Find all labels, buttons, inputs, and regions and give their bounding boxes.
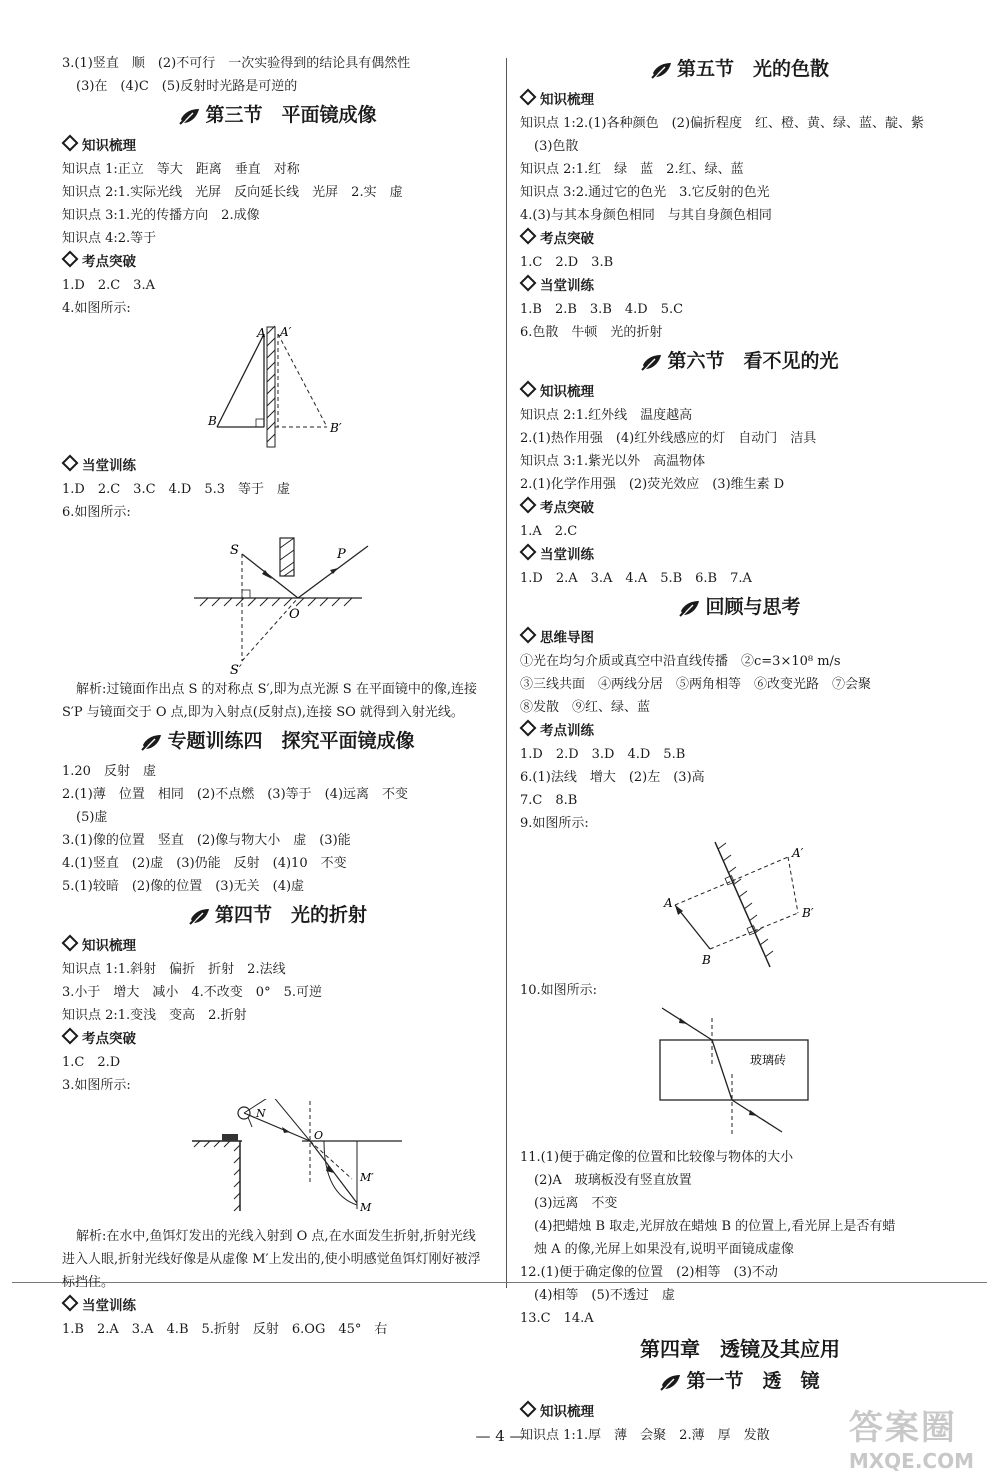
left-column — [62, 52, 494, 1341]
subheading-text: 考点突破 — [82, 1031, 136, 1047]
diamond-icon — [520, 228, 537, 245]
subheading — [62, 1027, 494, 1051]
answer-line: 知识点 3:2.通过它的色光 3.它反射的色光 — [520, 185, 770, 200]
diamond-icon — [62, 455, 79, 472]
answer-line: 11.(1)便于确定像的位置和比较像与物体的大小 — [520, 1150, 794, 1165]
watermark — [849, 1400, 974, 1473]
subheading-text: 当堂训练 — [540, 278, 594, 294]
subheading — [520, 496, 960, 520]
label-m: M — [360, 1201, 372, 1214]
subheading — [520, 88, 960, 112]
answer-line: (4)相等 (5)不透过 虚 — [534, 1288, 675, 1303]
diamond-icon — [62, 1028, 79, 1045]
answer-line: 1.A 2.C — [520, 524, 578, 539]
answer-line: 知识点 2:1.实际光线 光屏 反向延长线 光屏 2.实 虚 — [62, 185, 403, 200]
section-title — [62, 726, 494, 756]
chapter-title: 第四章 透镜及其应用 — [640, 1337, 840, 1361]
subheading — [62, 1294, 494, 1318]
diamond-icon — [520, 627, 537, 644]
answer-line: 知识点 1:1.厚 薄 会聚 2.薄 厚 发散 — [520, 1428, 770, 1443]
label-a-prime: A′ — [280, 325, 292, 339]
subheading — [520, 380, 960, 404]
subheading-text: 考点突破 — [540, 231, 594, 247]
section-title-text: 第五节 光的色散 — [676, 58, 829, 80]
answer-line: 3.(1)竖直 顺 (2)不可行 一次实验得到的结论具有偶然性 — [62, 56, 411, 71]
leaf-icon — [641, 353, 663, 371]
answer-line: 知识点 3:1.紫光以外 高温物体 — [520, 454, 706, 469]
subheading-text: 当堂训练 — [540, 547, 594, 563]
diamond-icon — [520, 89, 537, 106]
subheading — [520, 227, 960, 251]
answer-line: 6.色散 牛顿 光的折射 — [520, 325, 663, 340]
label-m-prime: M′ — [360, 1171, 374, 1184]
glass-label: 玻璃砖 — [750, 1053, 787, 1067]
mirror-figure-9 — [520, 837, 960, 977]
label-n: N — [256, 1107, 266, 1120]
section-title-text: 第四节 光的折射 — [214, 904, 367, 926]
answer-line: (3)色散 — [534, 139, 579, 154]
answer-line: 9.如图所示: — [520, 816, 589, 831]
answer-line: (3)在 (4)C (5)反射时光路是可逆的 — [76, 79, 298, 94]
diamond-icon — [62, 251, 79, 268]
subheading — [62, 250, 494, 274]
diamond-icon — [520, 720, 537, 737]
answer-line: 知识点 1:1.斜射 偏折 折射 2.法线 — [62, 962, 286, 977]
section-title-text: 第一节 透 镜 — [686, 1370, 820, 1392]
answer-line: 3.如图所示: — [62, 1078, 131, 1093]
column-divider — [506, 58, 507, 1288]
answer-line: 1.D 2.D 3.D 4.D 5.B — [520, 747, 686, 762]
right-column — [520, 52, 960, 1447]
label-s-prime: S′ — [230, 663, 242, 676]
analysis-text: 解析:过镜面作出点 S 的对称点 S′,即为点光源 S 在平面镜中的像,连接 S′P 与镜面交于 O 点,即为入射点(反射点),连接 SO 就得到入射光线。 — [62, 682, 477, 720]
diamond-icon — [62, 935, 79, 952]
subheading-text: 当堂训练 — [82, 1298, 136, 1314]
answer-line: 7.C 8.B — [520, 793, 578, 808]
diamond-icon — [62, 135, 79, 152]
diamond-icon — [62, 1295, 79, 1312]
answer-line: 1.B 2.A 3.A 4.B 5.折射 反射 6.OG 45° 右 — [62, 1322, 388, 1337]
subheading-text: 知识梳理 — [540, 384, 594, 400]
answer-line: 知识点 3:1.光的传播方向 2.成像 — [62, 208, 260, 223]
section-title — [520, 1366, 960, 1396]
answer-line: 6.(1)法线 增大 (2)左 (3)高 — [520, 770, 705, 785]
answer-line: 10.如图所示: — [520, 983, 598, 998]
section-title-text: 第三节 平面镜成像 — [205, 104, 377, 126]
subheading-text: 考点突破 — [540, 500, 594, 516]
subheading-text: 考点训练 — [540, 723, 594, 739]
answer-line: 13.C 14.A — [520, 1311, 594, 1326]
section-title — [520, 592, 960, 622]
answer-line: 6.如图所示: — [62, 505, 131, 520]
diamond-icon — [520, 497, 537, 514]
mirror-figure-ab — [62, 322, 492, 452]
label-b: B — [208, 414, 217, 428]
label-s: S — [230, 543, 239, 558]
glass-brick-figure — [520, 1004, 960, 1144]
subheading — [520, 626, 960, 650]
subheading-text: 考点突破 — [82, 254, 136, 270]
label-b: B — [702, 953, 711, 967]
subheading-text: 知识梳理 — [82, 938, 136, 954]
subheading-text: 知识梳理 — [540, 92, 594, 108]
leaf-icon — [679, 599, 701, 617]
answer-line: 烛 A 的像,光屏上如果没有,说明平面镜成虚像 — [534, 1242, 794, 1257]
label-o: O — [289, 607, 300, 622]
subheading-text: 当堂训练 — [82, 458, 136, 474]
label-a: A — [664, 896, 673, 910]
answer-line: 知识点 1:2.(1)各种颜色 (2)偏折程度 红、橙、黄、绿、蓝、靛、紫 — [520, 116, 925, 131]
answer-line: 1.D 2.A 3.A 4.A 5.B 6.B 7.A — [520, 571, 752, 586]
leaf-icon — [179, 107, 201, 125]
subheading — [520, 274, 960, 298]
label-b-prime: B′ — [330, 421, 342, 435]
answer-line: (4)把蜡烛 B 取走,光屏放在蜡烛 B 的位置上,看光屏上是否有蜡 — [534, 1219, 896, 1234]
answer-line: 1.20 反射 虚 — [62, 764, 156, 779]
subheading-text: 思维导图 — [540, 630, 594, 646]
label-a-prime: A′ — [792, 846, 804, 860]
label-p: P — [337, 547, 346, 562]
answer-line: 1.D 2.C 3.C 4.D 5.3 等于 虚 — [62, 482, 291, 497]
diamond-icon — [520, 544, 537, 561]
label-b-prime: B′ — [802, 906, 814, 920]
section-title — [520, 346, 960, 376]
answer-line: 2.(1)薄 位置 相同 (2)不点燃 (3)等于 (4)远离 不变 — [62, 787, 409, 802]
subheading — [520, 543, 960, 567]
answer-line: 4.(1)竖直 (2)虚 (3)仍能 反射 (4)10 不变 — [62, 856, 347, 871]
subheading-text: 知识梳理 — [82, 138, 136, 154]
page-number: — 4 — — [475, 1427, 525, 1445]
leaf-icon — [651, 61, 673, 79]
section-title — [62, 900, 494, 930]
analysis-text: 解析:在水中,鱼饵灯发出的光线入射到 O 点,在水面发生折射,折射光线进入人眼,折射光线好像是从虚像 M′上发出的,使小明感觉鱼饵灯刚好被浮标挡住。 — [62, 1229, 481, 1290]
section-title-text: 专题训练四 探究平面镜成像 — [167, 730, 415, 752]
answer-line: 知识点 2:1.红外线 温度越高 — [520, 408, 693, 423]
section-title — [62, 100, 494, 130]
answer-line: 2.(1)热作用强 (4)红外线感应的灯 自动门 洁具 — [520, 431, 817, 446]
subheading-text: 知识梳理 — [540, 1404, 594, 1420]
answer-line: 1.D 2.C 3.A — [62, 278, 155, 293]
answer-line: ①光在均匀介质或真空中沿直线传播 ②c=3×10⁸ m/s — [520, 654, 841, 669]
subheading — [62, 934, 494, 958]
label-a: A — [257, 326, 266, 340]
diamond-icon — [520, 1401, 537, 1418]
answer-line: (5)虚 — [76, 810, 108, 825]
answer-line: 知识点 2:1.红 绿 蓝 2.红、绿、蓝 — [520, 162, 744, 177]
answer-line: (3)远离 不变 — [534, 1196, 618, 1211]
answer-line: 3.小于 增大 减小 4.不改变 0° 5.可逆 — [62, 985, 322, 1000]
answer-line: ⑧发散 ⑨红、绿、蓝 — [520, 700, 651, 715]
answer-line: 4.如图所示: — [62, 301, 131, 316]
answer-line: 5.(1)较暗 (2)像的位置 (3)无关 (4)虚 — [62, 879, 305, 894]
answer-line: ③三线共面 ④两线分居 ⑤两角相等 ⑥改变光路 ⑦会聚 — [520, 677, 872, 692]
watermark-url: MXQE.COM — [848, 1449, 974, 1473]
subheading — [62, 454, 494, 478]
diamond-icon — [520, 381, 537, 398]
label-o: O — [314, 1129, 324, 1142]
subheading — [520, 719, 960, 743]
answer-line: 3.(1)像的位置 竖直 (2)像与物大小 虚 (3)能 — [62, 833, 351, 848]
section-title — [520, 54, 960, 84]
answer-line: 知识点 2:1.变浅 变高 2.折射 — [62, 1008, 247, 1023]
answer-line: 知识点 4:2.等于 — [62, 231, 157, 246]
leaf-icon — [660, 1373, 682, 1391]
leaf-icon — [189, 907, 211, 925]
diamond-icon — [520, 275, 537, 292]
answer-line: 知识点 1:正立 等大 距离 垂直 对称 — [62, 162, 300, 177]
section-title-text: 回顾与思考 — [705, 596, 801, 618]
refraction-figure — [62, 1099, 492, 1217]
answer-line: 2.(1)化学作用强 (2)荧光效应 (3)维生素 D — [520, 477, 785, 492]
section-title-text: 第六节 看不见的光 — [667, 350, 839, 372]
answer-line: 1.C 2.D 3.B — [520, 255, 614, 270]
answer-line: 1.C 2.D — [62, 1055, 121, 1070]
mirror-figure-sp — [62, 526, 492, 676]
subheading — [62, 134, 494, 158]
answer-line: (2)A 玻璃板没有竖直放置 — [534, 1173, 692, 1188]
answer-line: 4.(3)与其本身颜色相同 与其自身颜色相同 — [520, 208, 772, 223]
answer-line: 1.B 2.B 3.B 4.D 5.C — [520, 302, 684, 317]
watermark-text: 答案圈 — [848, 1408, 957, 1448]
answer-line: 12.(1)便于确定像的位置 (2)相等 (3)不动 — [520, 1265, 778, 1280]
leaf-icon — [141, 733, 163, 751]
